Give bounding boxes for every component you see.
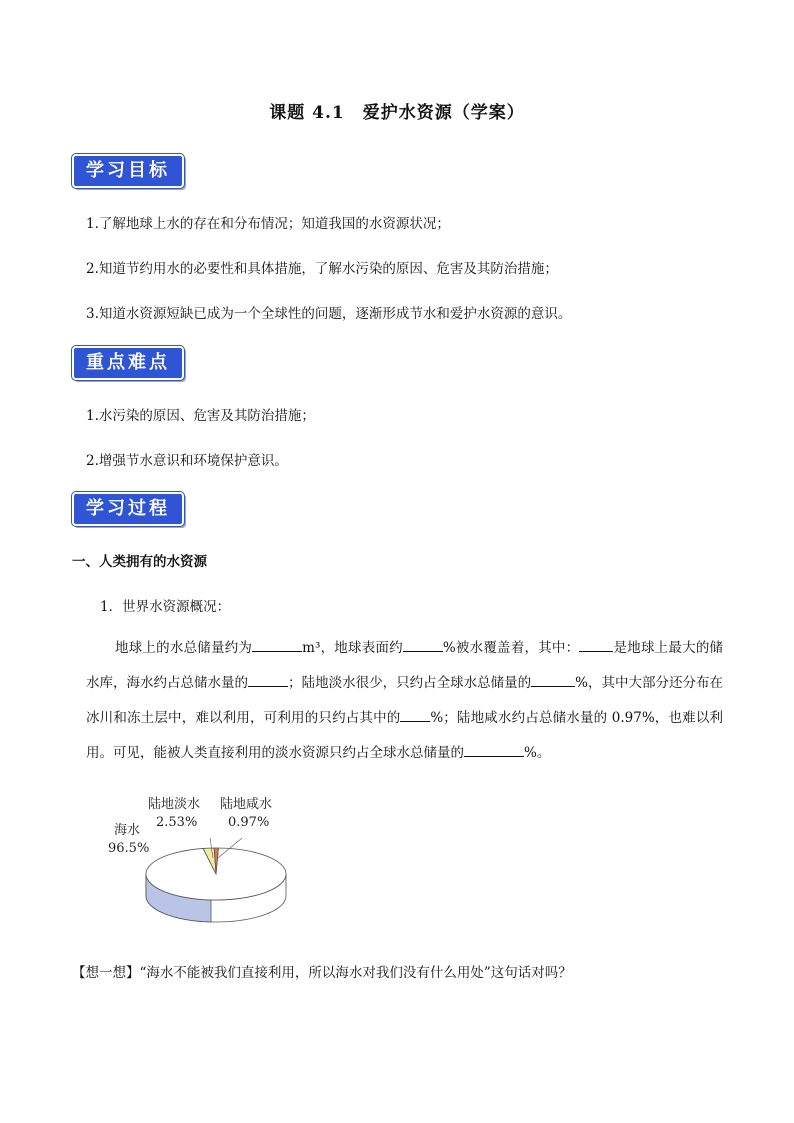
badge-key-points: 重点难点 [72, 346, 184, 380]
blank-seawater-share[interactable] [248, 672, 288, 687]
goal-item-3: 3.知道水资源短缺已成为一个全球性的问题，逐渐形成节水和爱护水资源的意识。 [86, 306, 572, 322]
para-text-6: %，其中大部分还分布在冰川和冻土层中，难以利用，可利用的只约占其中的 [86, 675, 724, 726]
badge-learning-process: 学习过程 [72, 492, 184, 526]
para-text-7: %；陆地咸水约占总储水量的 0.97%，也难以利用。可见，能被人类直接利用的淡水资源只约占全球水总储量的 [86, 710, 723, 761]
blank-direct-usable[interactable] [464, 742, 524, 757]
label-freshwater-value: 2.53% [156, 815, 198, 830]
label-saltwater-value: 0.97% [228, 815, 270, 830]
label-saltwater-name: 陆地咸水 [220, 797, 273, 812]
para-text-2: m³，地球表面约 [302, 640, 403, 656]
para-text-1: 地球上的水总储量约为 [115, 640, 253, 656]
label-freshwater-name: 陆地淡水 [148, 797, 201, 812]
blank-freshwater-share[interactable] [531, 672, 575, 687]
goal-item-1: 1.了解地球上水的存在和分布情况；知道我国的水资源状况； [86, 216, 450, 232]
para-text-8: %。 [524, 745, 551, 761]
blank-total-water[interactable] [252, 637, 302, 652]
goal-item-2: 2.知道节约用水的必要性和具体措施，了解水污染的原因、危害及其防治措施； [86, 261, 558, 277]
key-point-2: 2.增强节水意识和环境保护意识。 [86, 453, 288, 469]
para-text-4: 是地球上最大的储水库，海水约占总储水量的 [86, 640, 724, 691]
badge-learning-goals: 学习目标 [72, 154, 184, 188]
key-point-1: 1.水污染的原因、危害及其防治措施； [86, 408, 315, 424]
blank-largest-reservoir[interactable] [579, 637, 613, 652]
para-text-5: ；陆地淡水很少，只约占全球水总储量的 [288, 675, 532, 691]
item-title: 1．世界水资源概况： [100, 599, 231, 615]
blank-usable-share[interactable] [400, 707, 430, 722]
water-distribution-pie-chart [92, 788, 322, 938]
label-seawater-value: 96.5% [108, 841, 150, 856]
para-text-3: %被水覆盖着，其中： [442, 640, 580, 656]
blank-surface-coverage[interactable] [403, 637, 443, 652]
page-title: 课题 4.1 爱护水资源（学案） [269, 103, 525, 123]
section-title: 一、人类拥有的水资源 [72, 554, 207, 570]
label-seawater-name: 海水 [114, 823, 141, 838]
fill-in-paragraph [86, 631, 723, 771]
think-question: 【想一想】“海水不能被我们直接利用，所以海水对我们没有什么用处”这句话对吗？ [72, 965, 572, 981]
